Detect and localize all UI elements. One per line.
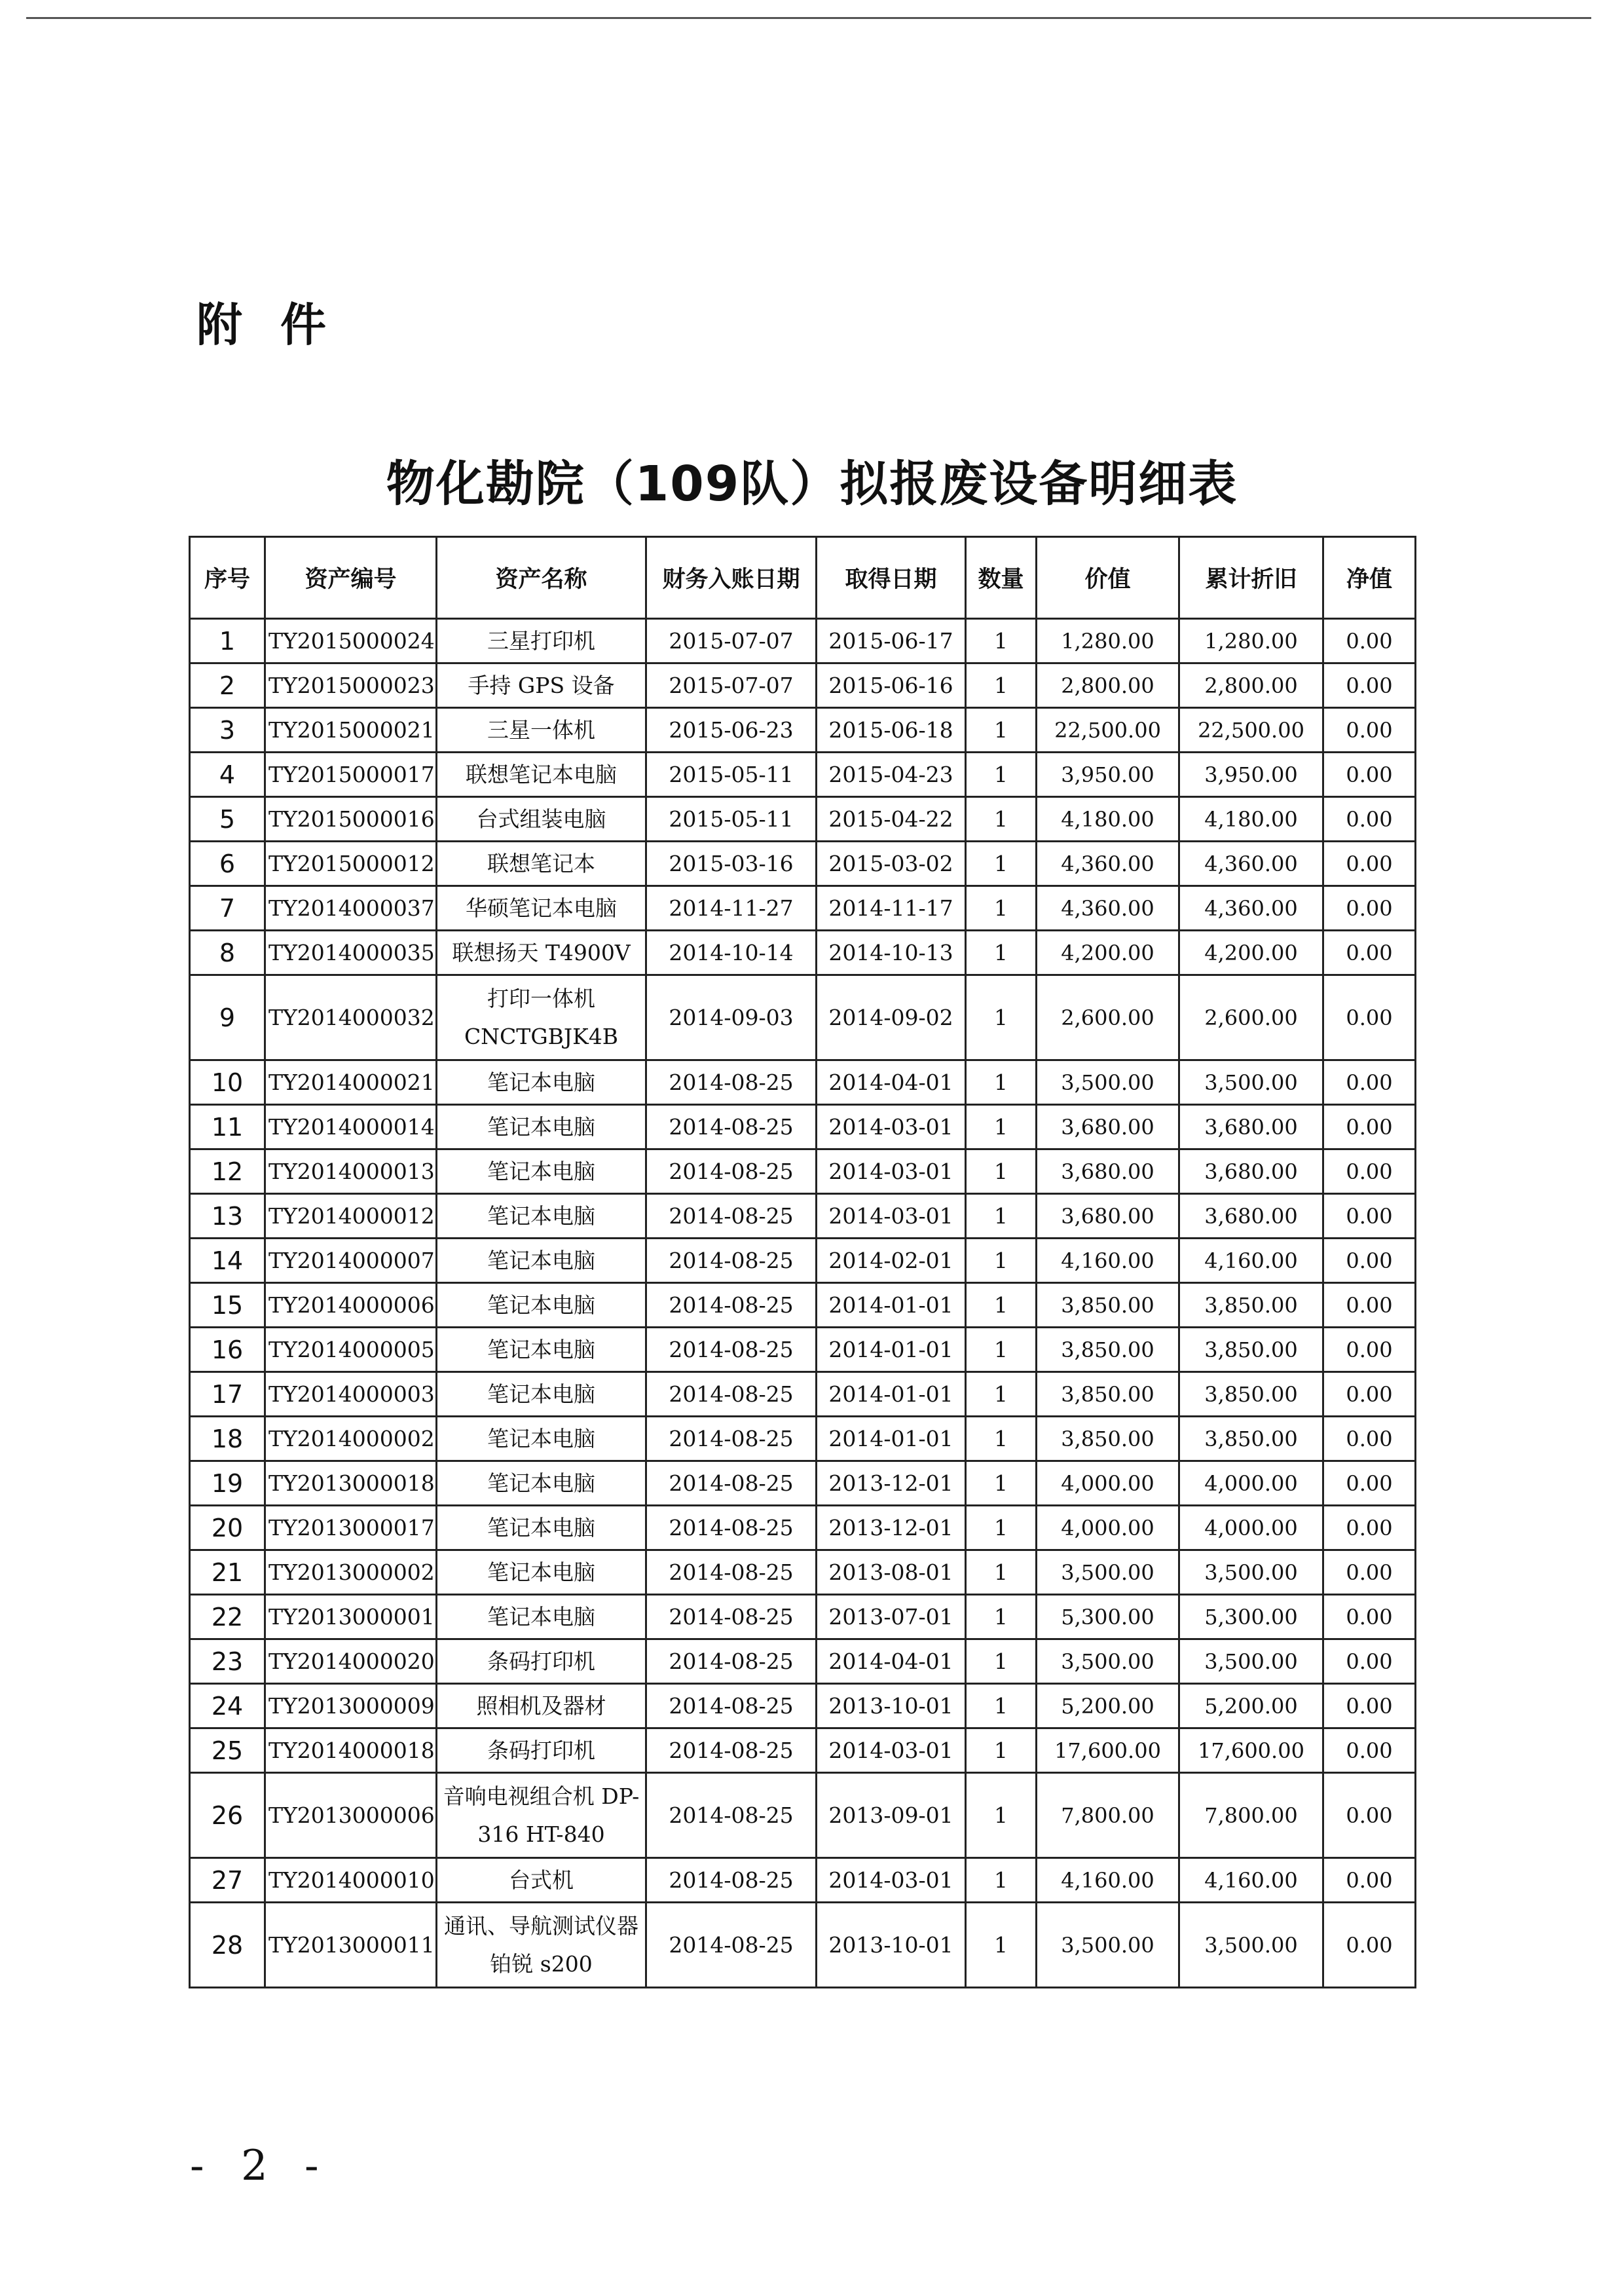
table-row <box>190 1105 1416 1149</box>
cell-quantity: 1 <box>966 1595 1037 1639</box>
table-row <box>190 1060 1416 1105</box>
cell-net-value: 0.00 <box>1323 1639 1416 1684</box>
cell-seq: 4 <box>190 753 265 797</box>
table-row <box>190 1194 1416 1239</box>
cell-value: 1,280.00 <box>1037 619 1179 663</box>
top-border-line <box>26 17 1591 19</box>
header-asset-code: 资产编号 <box>265 537 437 619</box>
cell-asset-code: TY2015000021 <box>265 708 437 753</box>
table-row <box>190 1903 1416 1988</box>
cell-value: 3,850.00 <box>1037 1328 1179 1372</box>
table-row <box>190 1283 1416 1328</box>
table-row <box>190 1328 1416 1372</box>
table-body <box>190 619 1416 1988</box>
cell-net-value: 0.00 <box>1323 1060 1416 1105</box>
cell-entry-date: 2014-08-25 <box>646 1328 817 1372</box>
cell-value: 4,000.00 <box>1037 1461 1179 1506</box>
cell-asset-code: TY2015000017 <box>265 753 437 797</box>
cell-acquire-date: 2014-04-01 <box>817 1060 966 1105</box>
cell-acquire-date: 2014-01-01 <box>817 1328 966 1372</box>
cell-quantity: 1 <box>966 1328 1037 1372</box>
page-number: - 2 - <box>190 2142 331 2190</box>
cell-net-value: 0.00 <box>1323 842 1416 886</box>
cell-acquire-date: 2014-09-02 <box>817 975 966 1060</box>
cell-acquire-date: 2015-04-23 <box>817 753 966 797</box>
cell-quantity: 1 <box>966 797 1037 842</box>
cell-value: 3,500.00 <box>1037 1903 1179 1988</box>
cell-acquire-date: 2014-04-01 <box>817 1639 966 1684</box>
cell-asset-name: 笔记本电脑 <box>437 1550 646 1595</box>
cell-depreciation: 4,200.00 <box>1179 931 1323 975</box>
cell-entry-date: 2014-10-14 <box>646 931 817 975</box>
cell-asset-code: TY2014000018 <box>265 1728 437 1773</box>
table-header-row <box>190 537 1416 619</box>
cell-net-value: 0.00 <box>1323 1684 1416 1728</box>
cell-seq: 21 <box>190 1550 265 1595</box>
cell-acquire-date: 2015-06-17 <box>817 619 966 663</box>
cell-net-value: 0.00 <box>1323 797 1416 842</box>
cell-asset-name: 笔记本电脑 <box>437 1239 646 1283</box>
cell-entry-date: 2015-06-23 <box>646 708 817 753</box>
cell-quantity: 1 <box>966 1417 1037 1461</box>
cell-quantity: 1 <box>966 1506 1037 1550</box>
cell-entry-date: 2014-08-25 <box>646 1639 817 1684</box>
cell-net-value: 0.00 <box>1323 1550 1416 1595</box>
table-row <box>190 797 1416 842</box>
cell-depreciation: 7,800.00 <box>1179 1773 1323 1858</box>
cell-asset-name: 笔记本电脑 <box>437 1595 646 1639</box>
cell-asset-code: TY2014000032 <box>265 975 437 1060</box>
table-row <box>190 886 1416 931</box>
cell-quantity: 1 <box>966 1194 1037 1239</box>
cell-net-value: 0.00 <box>1323 975 1416 1060</box>
cell-asset-code: TY2014000010 <box>265 1858 437 1903</box>
table-row <box>190 663 1416 708</box>
cell-seq: 13 <box>190 1194 265 1239</box>
cell-value: 3,500.00 <box>1037 1639 1179 1684</box>
cell-asset-code: TY2013000017 <box>265 1506 437 1550</box>
cell-asset-code: TY2014000020 <box>265 1639 437 1684</box>
cell-value: 3,500.00 <box>1037 1060 1179 1105</box>
table-row <box>190 975 1416 1060</box>
cell-entry-date: 2014-08-25 <box>646 1684 817 1728</box>
cell-seq: 20 <box>190 1506 265 1550</box>
cell-acquire-date: 2014-01-01 <box>817 1417 966 1461</box>
cell-value: 7,800.00 <box>1037 1773 1179 1858</box>
cell-seq: 2 <box>190 663 265 708</box>
cell-seq: 5 <box>190 797 265 842</box>
cell-asset-name: 照相机及器材 <box>437 1684 646 1728</box>
cell-entry-date: 2015-07-07 <box>646 663 817 708</box>
cell-asset-name: 条码打印机 <box>437 1639 646 1684</box>
cell-acquire-date: 2015-04-22 <box>817 797 966 842</box>
cell-asset-name: 笔记本电脑 <box>437 1328 646 1372</box>
cell-quantity: 1 <box>966 1283 1037 1328</box>
cell-quantity: 1 <box>966 1728 1037 1773</box>
cell-acquire-date: 2015-03-02 <box>817 842 966 886</box>
cell-asset-code: TY2014000014 <box>265 1105 437 1149</box>
cell-asset-name: 笔记本电脑 <box>437 1194 646 1239</box>
cell-asset-code: TY2015000023 <box>265 663 437 708</box>
cell-seq: 8 <box>190 931 265 975</box>
table-row <box>190 619 1416 663</box>
cell-asset-name: 通讯、导航测试仪器铂锐 s200 <box>437 1903 646 1988</box>
cell-asset-code: TY2013000011 <box>265 1903 437 1988</box>
cell-entry-date: 2015-05-11 <box>646 753 817 797</box>
cell-depreciation: 2,800.00 <box>1179 663 1323 708</box>
cell-value: 2,600.00 <box>1037 975 1179 1060</box>
cell-seq: 17 <box>190 1372 265 1417</box>
cell-net-value: 0.00 <box>1323 1328 1416 1372</box>
cell-value: 3,680.00 <box>1037 1149 1179 1194</box>
cell-net-value: 0.00 <box>1323 1903 1416 1988</box>
cell-entry-date: 2014-08-25 <box>646 1506 817 1550</box>
cell-depreciation: 22,500.00 <box>1179 708 1323 753</box>
cell-depreciation: 3,950.00 <box>1179 753 1323 797</box>
cell-quantity: 1 <box>966 842 1037 886</box>
cell-acquire-date: 2014-01-01 <box>817 1372 966 1417</box>
table-row <box>190 1595 1416 1639</box>
table-row <box>190 1858 1416 1903</box>
cell-seq: 28 <box>190 1903 265 1988</box>
cell-entry-date: 2014-08-25 <box>646 1858 817 1903</box>
attachment-label: 附件 <box>196 298 364 352</box>
cell-depreciation: 4,160.00 <box>1179 1858 1323 1903</box>
table-row <box>190 1239 1416 1283</box>
cell-asset-code: TY2014000003 <box>265 1372 437 1417</box>
cell-asset-name: 音响电视组合机 DP-316 HT-840 <box>437 1773 646 1858</box>
cell-acquire-date: 2013-10-01 <box>817 1684 966 1728</box>
cell-entry-date: 2014-08-25 <box>646 1060 817 1105</box>
cell-depreciation: 3,850.00 <box>1179 1328 1323 1372</box>
cell-net-value: 0.00 <box>1323 1372 1416 1417</box>
cell-asset-code: TY2014000035 <box>265 931 437 975</box>
cell-seq: 23 <box>190 1639 265 1684</box>
cell-net-value: 0.00 <box>1323 1461 1416 1506</box>
cell-net-value: 0.00 <box>1323 1506 1416 1550</box>
cell-net-value: 0.00 <box>1323 886 1416 931</box>
cell-value: 4,200.00 <box>1037 931 1179 975</box>
cell-entry-date: 2014-08-25 <box>646 1372 817 1417</box>
table-row <box>190 753 1416 797</box>
cell-value: 3,950.00 <box>1037 753 1179 797</box>
cell-asset-name: 联想笔记本 <box>437 842 646 886</box>
header-acquire-date: 取得日期 <box>817 537 966 619</box>
cell-seq: 6 <box>190 842 265 886</box>
table-row <box>190 1684 1416 1728</box>
cell-net-value: 0.00 <box>1323 1239 1416 1283</box>
cell-value: 4,360.00 <box>1037 886 1179 931</box>
cell-asset-code: TY2014000021 <box>265 1060 437 1105</box>
cell-depreciation: 3,500.00 <box>1179 1550 1323 1595</box>
cell-value: 3,850.00 <box>1037 1417 1179 1461</box>
header-entry-date: 财务入账日期 <box>646 537 817 619</box>
cell-asset-name: 笔记本电脑 <box>437 1417 646 1461</box>
cell-depreciation: 17,600.00 <box>1179 1728 1323 1773</box>
cell-asset-code: TY2014000007 <box>265 1239 437 1283</box>
cell-acquire-date: 2014-01-01 <box>817 1283 966 1328</box>
cell-quantity: 1 <box>966 975 1037 1060</box>
cell-value: 4,160.00 <box>1037 1858 1179 1903</box>
cell-asset-name: 条码打印机 <box>437 1728 646 1773</box>
cell-value: 4,180.00 <box>1037 797 1179 842</box>
cell-net-value: 0.00 <box>1323 1417 1416 1461</box>
cell-asset-name: 三星一体机 <box>437 708 646 753</box>
cell-asset-code: TY2015000012 <box>265 842 437 886</box>
cell-acquire-date: 2014-03-01 <box>817 1728 966 1773</box>
cell-asset-code: TY2014000005 <box>265 1328 437 1372</box>
cell-asset-code: TY2014000012 <box>265 1194 437 1239</box>
cell-net-value: 0.00 <box>1323 931 1416 975</box>
header-seq: 序号 <box>190 537 265 619</box>
cell-acquire-date: 2015-06-16 <box>817 663 966 708</box>
cell-seq: 19 <box>190 1461 265 1506</box>
table-row <box>190 1639 1416 1684</box>
cell-seq: 9 <box>190 975 265 1060</box>
cell-depreciation: 3,500.00 <box>1179 1903 1323 1988</box>
cell-seq: 26 <box>190 1773 265 1858</box>
cell-seq: 16 <box>190 1328 265 1372</box>
cell-quantity: 1 <box>966 1903 1037 1988</box>
cell-net-value: 0.00 <box>1323 1728 1416 1773</box>
cell-entry-date: 2014-08-25 <box>646 1194 817 1239</box>
cell-depreciation: 1,280.00 <box>1179 619 1323 663</box>
cell-asset-name: 打印一体机 CNCTGBJK4B <box>437 975 646 1060</box>
cell-net-value: 0.00 <box>1323 663 1416 708</box>
cell-asset-code: TY2014000002 <box>265 1417 437 1461</box>
cell-value: 3,680.00 <box>1037 1194 1179 1239</box>
cell-depreciation: 4,180.00 <box>1179 797 1323 842</box>
cell-acquire-date: 2014-02-01 <box>817 1239 966 1283</box>
cell-acquire-date: 2013-12-01 <box>817 1506 966 1550</box>
header-value: 价值 <box>1037 537 1179 619</box>
cell-quantity: 1 <box>966 931 1037 975</box>
cell-acquire-date: 2014-03-01 <box>817 1194 966 1239</box>
cell-depreciation: 3,680.00 <box>1179 1105 1323 1149</box>
cell-asset-code: TY2014000013 <box>265 1149 437 1194</box>
cell-depreciation: 3,500.00 <box>1179 1639 1323 1684</box>
cell-asset-name: 笔记本电脑 <box>437 1149 646 1194</box>
cell-acquire-date: 2014-10-13 <box>817 931 966 975</box>
table-row <box>190 1550 1416 1595</box>
cell-value: 3,850.00 <box>1037 1283 1179 1328</box>
cell-quantity: 1 <box>966 1461 1037 1506</box>
table-row <box>190 1506 1416 1550</box>
cell-value: 4,360.00 <box>1037 842 1179 886</box>
cell-quantity: 1 <box>966 1060 1037 1105</box>
cell-quantity: 1 <box>966 1105 1037 1149</box>
table-row <box>190 1372 1416 1417</box>
cell-entry-date: 2014-08-25 <box>646 1417 817 1461</box>
cell-asset-name: 台式机 <box>437 1858 646 1903</box>
table-row <box>190 842 1416 886</box>
cell-asset-code: TY2014000006 <box>265 1283 437 1328</box>
header-asset-name: 资产名称 <box>437 537 646 619</box>
cell-asset-name: 联想笔记本电脑 <box>437 753 646 797</box>
cell-value: 3,500.00 <box>1037 1550 1179 1595</box>
cell-seq: 14 <box>190 1239 265 1283</box>
cell-asset-name: 笔记本电脑 <box>437 1461 646 1506</box>
cell-entry-date: 2014-08-25 <box>646 1149 817 1194</box>
cell-entry-date: 2014-09-03 <box>646 975 817 1060</box>
cell-entry-date: 2014-08-25 <box>646 1105 817 1149</box>
cell-asset-name: 笔记本电脑 <box>437 1372 646 1417</box>
table-row <box>190 708 1416 753</box>
header-depreciation: 累计折旧 <box>1179 537 1323 619</box>
cell-entry-date: 2014-08-25 <box>646 1461 817 1506</box>
cell-net-value: 0.00 <box>1323 1773 1416 1858</box>
cell-quantity: 1 <box>966 1858 1037 1903</box>
cell-asset-name: 笔记本电脑 <box>437 1060 646 1105</box>
cell-quantity: 1 <box>966 1773 1037 1858</box>
cell-acquire-date: 2014-03-01 <box>817 1105 966 1149</box>
table-row <box>190 1773 1416 1858</box>
cell-net-value: 0.00 <box>1323 1595 1416 1639</box>
cell-entry-date: 2014-08-25 <box>646 1773 817 1858</box>
cell-net-value: 0.00 <box>1323 1858 1416 1903</box>
table-row <box>190 931 1416 975</box>
document-title: 物化勘院（109队）拟报废设备明细表 <box>386 456 1238 512</box>
cell-asset-code: TY2013000018 <box>265 1461 437 1506</box>
cell-asset-name: 华硕笔记本电脑 <box>437 886 646 931</box>
cell-quantity: 1 <box>966 1684 1037 1728</box>
cell-depreciation: 5,200.00 <box>1179 1684 1323 1728</box>
cell-entry-date: 2014-08-25 <box>646 1239 817 1283</box>
cell-entry-date: 2015-05-11 <box>646 797 817 842</box>
cell-net-value: 0.00 <box>1323 1283 1416 1328</box>
cell-net-value: 0.00 <box>1323 1149 1416 1194</box>
cell-asset-code: TY2015000016 <box>265 797 437 842</box>
cell-seq: 18 <box>190 1417 265 1461</box>
cell-quantity: 1 <box>966 708 1037 753</box>
cell-asset-code: TY2013000009 <box>265 1684 437 1728</box>
cell-quantity: 1 <box>966 1372 1037 1417</box>
cell-acquire-date: 2015-06-18 <box>817 708 966 753</box>
cell-depreciation: 3,680.00 <box>1179 1194 1323 1239</box>
header-net-value: 净值 <box>1323 537 1416 619</box>
cell-entry-date: 2014-08-25 <box>646 1903 817 1988</box>
cell-acquire-date: 2014-03-01 <box>817 1149 966 1194</box>
table-row <box>190 1461 1416 1506</box>
cell-value: 17,600.00 <box>1037 1728 1179 1773</box>
cell-asset-code: TY2014000037 <box>265 886 437 931</box>
cell-value: 22,500.00 <box>1037 708 1179 753</box>
scrap-equipment-table <box>189 536 1416 1988</box>
cell-quantity: 1 <box>966 753 1037 797</box>
cell-depreciation: 3,500.00 <box>1179 1060 1323 1105</box>
cell-seq: 22 <box>190 1595 265 1639</box>
cell-seq: 3 <box>190 708 265 753</box>
cell-asset-code: TY2015000024 <box>265 619 437 663</box>
cell-depreciation: 3,850.00 <box>1179 1372 1323 1417</box>
cell-depreciation: 3,850.00 <box>1179 1283 1323 1328</box>
cell-depreciation: 3,680.00 <box>1179 1149 1323 1194</box>
cell-asset-name: 笔记本电脑 <box>437 1105 646 1149</box>
cell-asset-name: 手持 GPS 设备 <box>437 663 646 708</box>
cell-entry-date: 2014-08-25 <box>646 1728 817 1773</box>
cell-depreciation: 4,360.00 <box>1179 886 1323 931</box>
cell-seq: 1 <box>190 619 265 663</box>
cell-entry-date: 2015-07-07 <box>646 619 817 663</box>
cell-asset-name: 台式组装电脑 <box>437 797 646 842</box>
cell-quantity: 1 <box>966 886 1037 931</box>
cell-value: 3,850.00 <box>1037 1372 1179 1417</box>
cell-entry-date: 2015-03-16 <box>646 842 817 886</box>
cell-seq: 15 <box>190 1283 265 1328</box>
cell-net-value: 0.00 <box>1323 1194 1416 1239</box>
cell-asset-name: 联想扬天 T4900V <box>437 931 646 975</box>
cell-value: 4,160.00 <box>1037 1239 1179 1283</box>
cell-asset-name: 三星打印机 <box>437 619 646 663</box>
cell-value: 5,300.00 <box>1037 1595 1179 1639</box>
header-quantity: 数量 <box>966 537 1037 619</box>
cell-quantity: 1 <box>966 1639 1037 1684</box>
cell-acquire-date: 2013-07-01 <box>817 1595 966 1639</box>
cell-depreciation: 5,300.00 <box>1179 1595 1323 1639</box>
table-row <box>190 1417 1416 1461</box>
cell-net-value: 0.00 <box>1323 1105 1416 1149</box>
cell-entry-date: 2014-08-25 <box>646 1283 817 1328</box>
cell-seq: 12 <box>190 1149 265 1194</box>
cell-seq: 27 <box>190 1858 265 1903</box>
cell-depreciation: 2,600.00 <box>1179 975 1323 1060</box>
cell-depreciation: 4,360.00 <box>1179 842 1323 886</box>
cell-asset-code: TY2013000001 <box>265 1595 437 1639</box>
cell-value: 3,680.00 <box>1037 1105 1179 1149</box>
cell-seq: 24 <box>190 1684 265 1728</box>
table-row <box>190 1728 1416 1773</box>
cell-entry-date: 2014-08-25 <box>646 1550 817 1595</box>
cell-entry-date: 2014-08-25 <box>646 1595 817 1639</box>
cell-quantity: 1 <box>966 1149 1037 1194</box>
cell-seq: 11 <box>190 1105 265 1149</box>
cell-asset-code: TY2013000006 <box>265 1773 437 1858</box>
cell-net-value: 0.00 <box>1323 708 1416 753</box>
cell-acquire-date: 2013-10-01 <box>817 1903 966 1988</box>
cell-entry-date: 2014-11-27 <box>646 886 817 931</box>
cell-quantity: 1 <box>966 1550 1037 1595</box>
cell-quantity: 1 <box>966 663 1037 708</box>
cell-acquire-date: 2013-08-01 <box>817 1550 966 1595</box>
table-row <box>190 1149 1416 1194</box>
cell-value: 5,200.00 <box>1037 1684 1179 1728</box>
cell-asset-code: TY2013000002 <box>265 1550 437 1595</box>
cell-acquire-date: 2014-11-17 <box>817 886 966 931</box>
cell-quantity: 1 <box>966 619 1037 663</box>
cell-value: 4,000.00 <box>1037 1506 1179 1550</box>
cell-depreciation: 4,000.00 <box>1179 1506 1323 1550</box>
cell-net-value: 0.00 <box>1323 753 1416 797</box>
cell-acquire-date: 2013-09-01 <box>817 1773 966 1858</box>
cell-depreciation: 4,000.00 <box>1179 1461 1323 1506</box>
cell-quantity: 1 <box>966 1239 1037 1283</box>
cell-seq: 25 <box>190 1728 265 1773</box>
cell-net-value: 0.00 <box>1323 619 1416 663</box>
cell-seq: 7 <box>190 886 265 931</box>
cell-acquire-date: 2013-12-01 <box>817 1461 966 1506</box>
cell-depreciation: 3,850.00 <box>1179 1417 1323 1461</box>
cell-asset-name: 笔记本电脑 <box>437 1283 646 1328</box>
cell-depreciation: 4,160.00 <box>1179 1239 1323 1283</box>
cell-asset-name: 笔记本电脑 <box>437 1506 646 1550</box>
cell-seq: 10 <box>190 1060 265 1105</box>
cell-acquire-date: 2014-03-01 <box>817 1858 966 1903</box>
cell-value: 2,800.00 <box>1037 663 1179 708</box>
